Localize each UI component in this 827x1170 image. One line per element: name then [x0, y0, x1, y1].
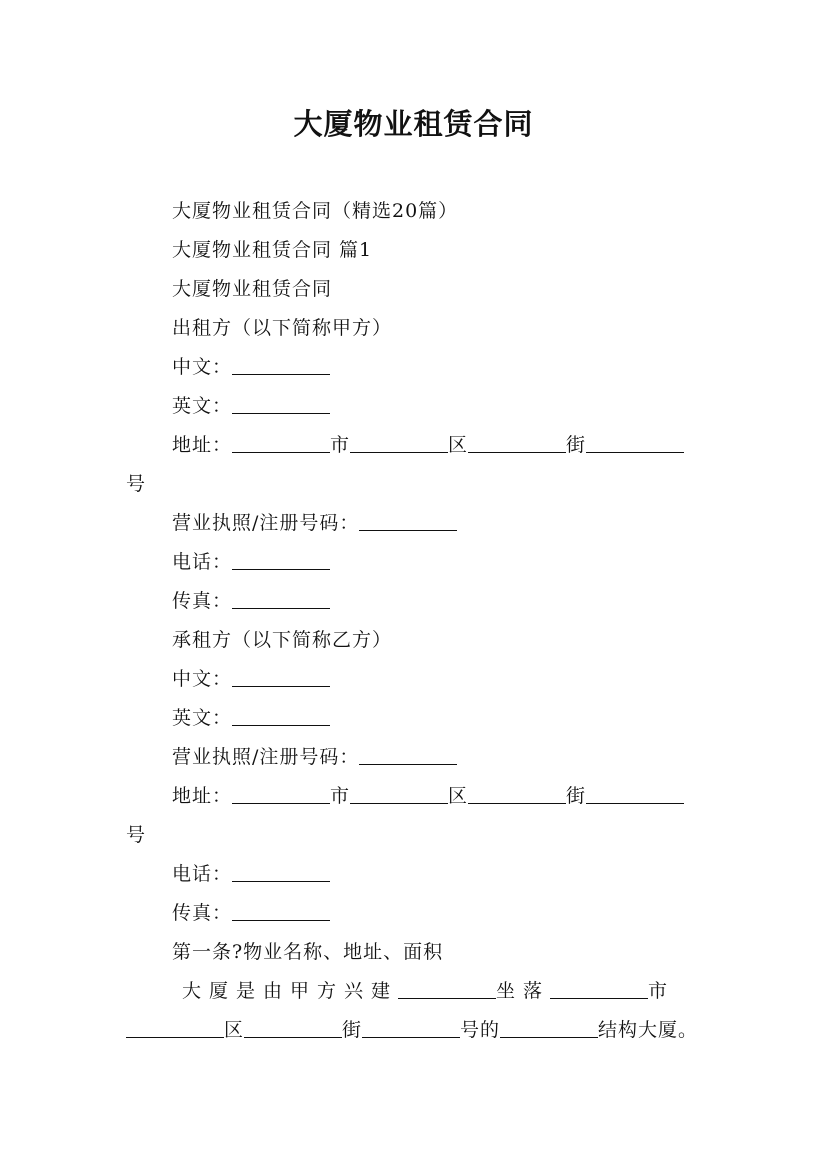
blank-field	[350, 434, 448, 453]
lessor-fax	[172, 589, 330, 613]
article-text: 大厦是由甲方兴建	[182, 980, 399, 1002]
address-word: 区	[448, 785, 469, 807]
lessee-address-number: 号	[126, 824, 147, 846]
lessee-phone	[172, 862, 330, 886]
blank-field	[398, 980, 496, 999]
address-word: 区	[448, 434, 469, 456]
article-text: 市	[648, 980, 676, 1002]
document-title: 大厦物业租赁合同	[293, 107, 534, 141]
field-label: 英文：	[172, 707, 233, 729]
article-text: 街	[342, 1019, 363, 1041]
lessor-heading: 出租方（以下简称甲方）	[172, 317, 393, 339]
field-label: 英文：	[172, 395, 233, 417]
lessee-english-name	[172, 706, 330, 730]
blank-field	[232, 785, 330, 804]
subtitle: 大厦物业租赁合同（精选20篇）	[172, 200, 459, 222]
blank-field	[362, 1019, 460, 1038]
blank-field	[586, 785, 684, 804]
field-label: 地址：	[172, 785, 233, 807]
blank-field	[359, 512, 457, 531]
lessee-heading: 承租方（以下简称乙方）	[172, 629, 393, 651]
lessee-chinese-name	[172, 667, 330, 691]
blank-field	[232, 863, 330, 882]
blank-field	[550, 980, 648, 999]
article-text: 号的	[460, 1019, 501, 1041]
blank-field	[586, 434, 684, 453]
article-text: 坐落	[496, 980, 551, 1002]
section-heading: 大厦物业租赁合同 篇1	[172, 239, 373, 261]
lessee-fax	[172, 901, 330, 925]
blank-field	[232, 590, 330, 609]
blank-field	[500, 1019, 598, 1038]
address-word: 市	[330, 785, 351, 807]
blank-field	[350, 785, 448, 804]
field-label: 传真：	[172, 902, 233, 924]
field-label: 营业执照/注册号码：	[172, 512, 360, 534]
lessor-address	[172, 433, 684, 457]
field-label: 电话：	[172, 551, 233, 573]
field-label: 营业执照/注册号码：	[172, 746, 360, 768]
contract-name: 大厦物业租赁合同	[172, 278, 333, 300]
blank-field	[232, 902, 330, 921]
address-word: 街	[566, 785, 587, 807]
blank-field	[126, 1019, 224, 1038]
lessor-english-name	[172, 394, 330, 418]
blank-field	[359, 746, 457, 765]
article1-line1	[182, 979, 675, 1003]
article-text: 区	[224, 1019, 245, 1041]
blank-field	[468, 434, 566, 453]
blank-field	[232, 707, 330, 726]
blank-field	[232, 395, 330, 414]
blank-field	[232, 668, 330, 687]
blank-field	[232, 356, 330, 375]
lessee-address	[172, 784, 684, 808]
blank-field	[244, 1019, 342, 1038]
address-word: 街	[566, 434, 587, 456]
field-label: 电话：	[172, 863, 233, 885]
blank-field	[468, 785, 566, 804]
lessor-chinese-name	[172, 355, 330, 379]
lessor-address-number: 号	[126, 473, 147, 495]
lessor-license	[172, 511, 457, 535]
field-label: 中文：	[172, 356, 233, 378]
article-text: 结构大厦。	[598, 1019, 699, 1041]
field-label: 地址：	[172, 434, 233, 456]
lessor-phone	[172, 550, 330, 574]
field-label: 传真：	[172, 590, 233, 612]
lessee-license	[172, 745, 457, 769]
blank-field	[232, 551, 330, 570]
blank-field	[232, 434, 330, 453]
address-word: 市	[330, 434, 351, 456]
article1-line2	[126, 1018, 698, 1042]
article1-heading: 第一条?物业名称、地址、面积	[172, 941, 444, 963]
field-label: 中文：	[172, 668, 233, 690]
